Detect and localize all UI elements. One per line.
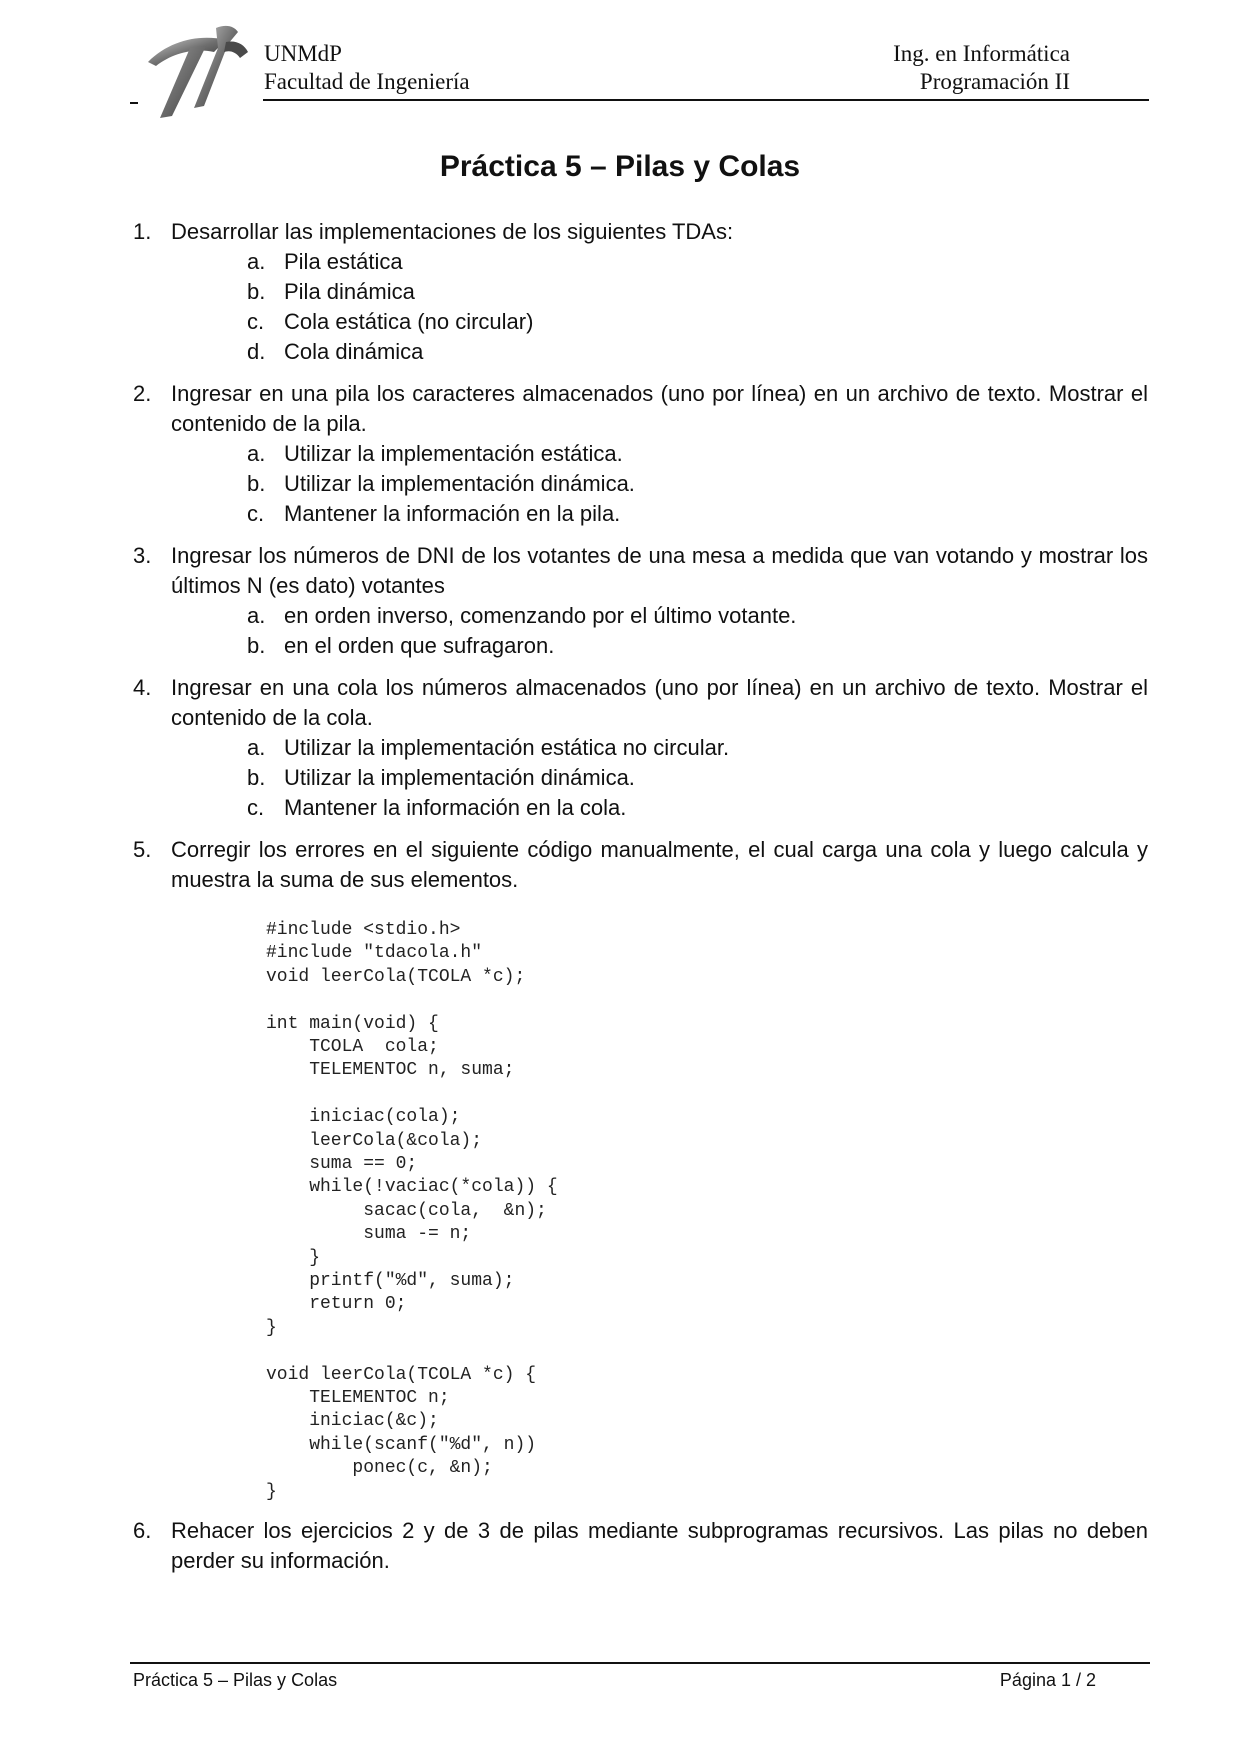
code-line: sacac(cola, &n); [266, 1200, 547, 1221]
institution-block [264, 40, 470, 96]
exercise-item [133, 835, 1148, 1504]
institution-name: UNMdP [264, 41, 342, 66]
exercise-item [133, 673, 1148, 823]
exercise-text: Ingresar en una cola los números almacenados (uno por línea) en un archivo de texto. Mostrar el contenido de la cola. [171, 675, 1148, 730]
sub-item-letter: c. [247, 309, 265, 334]
sub-item [171, 247, 1148, 277]
exercise-number: 5. [133, 837, 152, 862]
sub-item-letter: d. [247, 339, 266, 364]
code-line: while(!vaciac(*cola)) { [266, 1177, 558, 1198]
code-line: TELEMENTOC n, suma; [266, 1060, 515, 1081]
footer-rule [130, 1662, 1150, 1664]
header-tick [130, 102, 138, 104]
faculty-name: Facultad de Ingeniería [264, 69, 470, 94]
code-line [266, 989, 1148, 1012]
exercise-number: 6. [133, 1518, 152, 1544]
sub-item-text: Pila estática [284, 249, 403, 274]
sub-item [171, 499, 1148, 529]
page-header [130, 18, 1150, 123]
page-number: Página 1 / 2 [999, 1670, 1096, 1690]
course-name: Programación II [919, 69, 1070, 94]
exercise-number: 2. [133, 381, 152, 406]
exercise-item [133, 541, 1148, 661]
code-line [266, 1083, 1148, 1106]
exercise-text: Rehacer los ejercicios 2 y de 3 de pilas mediante subprogramas recursivos. Las pilas no deben perder su información. [171, 1518, 1148, 1574]
degree-name: Ing. en Informática [893, 41, 1070, 66]
code-line: void leerCola(TCOLA *c) { [266, 1364, 537, 1385]
sub-item-letter: c. [247, 795, 265, 820]
code-line: } [266, 1481, 277, 1502]
sub-item-text: Mantener la información en la pila. [284, 501, 621, 526]
exercise-item [133, 1516, 1148, 1576]
sub-item [171, 601, 1148, 631]
exercise-item [133, 379, 1148, 529]
sub-item-letter: a. [247, 735, 266, 760]
code-line: void leerCola(TCOLA *c); [266, 966, 526, 987]
exercise-number: 1. [133, 219, 152, 244]
sub-item [171, 307, 1148, 337]
sub-item-text: en el orden que sufragaron. [284, 633, 555, 658]
code-line: iniciac(cola); [266, 1107, 461, 1128]
sub-item [171, 763, 1148, 793]
sub-item-letter: b. [247, 279, 266, 304]
course-block [893, 40, 1070, 96]
code-line: TCOLA cola; [266, 1037, 439, 1058]
code-line: TELEMENTOC n; [266, 1388, 450, 1409]
sub-item [171, 469, 1148, 499]
header-rule [263, 99, 1149, 101]
sub-item-text: Utilizar la implementación estática. [284, 441, 623, 466]
sub-item-text: en orden inverso, comenzando por el último votante. [284, 603, 797, 628]
exercise-text: Corregir los errores en el siguiente código manualmente, el cual carga una cola y luego calcula y muestra la suma de sus elementos. [171, 837, 1148, 892]
sub-item-text: Pila dinámica [284, 279, 415, 304]
sub-item-text: Utilizar la implementación dinámica. [284, 765, 635, 790]
exercise-text: Desarrollar las implementaciones de los siguientes TDAs: [171, 219, 734, 244]
code-line: while(scanf("%d", n)) [266, 1434, 537, 1455]
sub-item-letter: b. [247, 471, 266, 496]
sub-item-letter: b. [247, 765, 266, 790]
sub-item [171, 733, 1148, 763]
code-line: return 0; [266, 1294, 407, 1315]
sub-item [171, 337, 1148, 367]
sub-item [171, 631, 1148, 661]
code-line: leerCola(&cola); [266, 1130, 483, 1151]
code-line: int main(void) { [266, 1013, 439, 1034]
page-title: Práctica 5 – Pilas y Colas [439, 150, 801, 183]
sub-item [171, 277, 1148, 307]
exercise-text: Ingresar los números de DNI de los votantes de una mesa a medida que van votando y mostrar los últimos N (es dato) votantes [171, 543, 1148, 598]
code-line [266, 1340, 1148, 1363]
code-line: #include "tdacola.h" [266, 943, 483, 964]
code-line: printf("%d", suma); [266, 1271, 515, 1292]
code-line: suma == 0; [266, 1154, 418, 1175]
sub-item-text: Utilizar la implementación dinámica. [284, 471, 635, 496]
sub-item [171, 439, 1148, 469]
code-line: } [266, 1247, 321, 1268]
exercise-number: 4. [133, 675, 152, 700]
sub-item-text: Utilizar la implementación estática no circular. [284, 735, 730, 760]
sub-item-text: Cola estática (no circular) [284, 309, 534, 334]
sub-item-letter: a. [247, 603, 266, 628]
code-line: } [266, 1317, 277, 1338]
footer-title: Práctica 5 – Pilas y Colas [133, 1670, 338, 1690]
sub-item-letter: c. [247, 501, 265, 526]
exercise-text: Ingresar en una pila los caracteres almacenados (uno por línea) en un archivo de texto. Mostrar el contenido de la pila. [171, 381, 1148, 436]
exercise-number: 3. [133, 543, 152, 568]
university-logo-icon [130, 18, 260, 123]
code-block [266, 919, 1148, 1504]
sub-item [171, 793, 1148, 823]
sub-item-text: Cola dinámica [284, 339, 424, 364]
exercise-list [133, 217, 1148, 1588]
exercise-item [133, 217, 1148, 367]
code-line: #include <stdio.h> [266, 920, 461, 940]
sub-item-letter: a. [247, 249, 266, 274]
code-line: ponec(c, &n); [266, 1458, 493, 1479]
sub-item-letter: b. [247, 633, 266, 658]
sub-item-text: Mantener la información en la cola. [284, 795, 627, 820]
code-line: iniciac(&c); [266, 1411, 439, 1432]
sub-item-letter: a. [247, 441, 266, 466]
code-line: suma -= n; [266, 1224, 472, 1245]
